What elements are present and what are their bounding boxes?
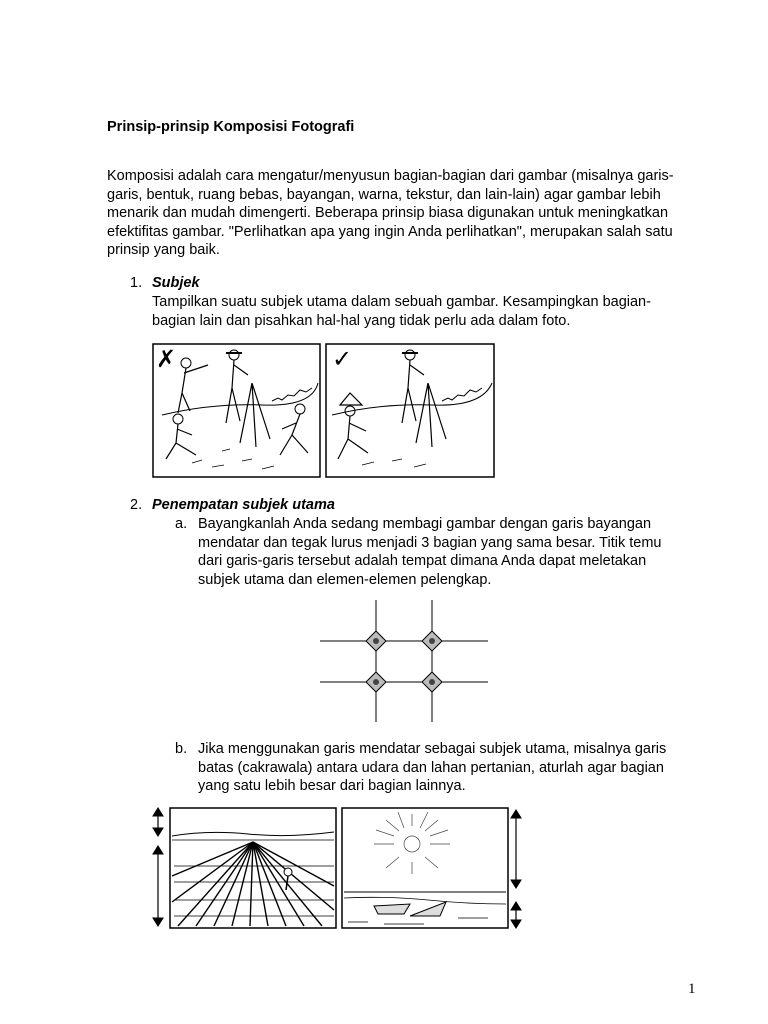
rule-of-thirds-grid-figure — [318, 600, 490, 724]
list-number: 1. — [130, 275, 143, 291]
wrong-mark-icon: ✗ — [156, 345, 177, 373]
body-line: bagian lain dan pisahkan hal-hal yang tidak perlu ada dalam foto. — [152, 312, 571, 329]
sub-letter: a. — [175, 516, 188, 532]
list-heading: Subjek — [152, 275, 200, 291]
intro-line: prinsip yang baik. — [107, 242, 220, 258]
body-line: Bayangkanlah Anda sedang membagi gambar dengan garis bayangan — [198, 516, 652, 532]
body-line: Tampilkan suatu subjek utama dalam sebuah gambar. Kesampingkan bagian- — [152, 294, 651, 310]
beach-photo-illustration — [342, 808, 508, 928]
proportion-arrow-icon — [511, 810, 521, 888]
intro-line: garis, bentuk, ruang bebas, bayangan, warna, tekstur, dan lain-lain) agar gambar lebih — [107, 186, 661, 203]
proportion-arrow-icon — [153, 808, 163, 836]
list-heading: Penempatan subjek utama — [152, 497, 335, 513]
intersection-point-icon — [422, 631, 442, 651]
intersection-point-icon — [422, 672, 442, 692]
farmland-photo-illustration — [170, 808, 336, 928]
body-line: subjek utama dan elemen-elemen pelengkap. — [198, 571, 492, 588]
sub-body — [198, 740, 666, 796]
proportion-arrow-icon — [511, 902, 521, 928]
focused-photo-illustration — [326, 344, 494, 477]
cluttered-photo-illustration — [153, 344, 320, 477]
body-line: yang satu lebih besar dari bagian lainnya. — [198, 778, 466, 794]
intro-paragraph — [107, 167, 707, 260]
body-line: dari garis-garis tersebut adalah tempat dimana Anda dapat meletakan — [198, 553, 647, 569]
sub-letter: b. — [175, 741, 188, 757]
proportion-arrow-icon — [153, 846, 163, 926]
body-line: batas (cakrawala) antara udara dan lahan pertanian, aturlah agar bagian — [198, 759, 664, 776]
intersection-point-icon — [366, 631, 386, 651]
list-number: 2. — [130, 497, 143, 513]
intro-line: menarik dan mudah dimengerti. Beberapa prinsip biasa digunakan untuk meningkatkan — [107, 205, 669, 221]
correct-mark-icon: ✓ — [332, 345, 353, 373]
page-number: 1 — [688, 981, 696, 997]
intro-line: efektifitas gambar. "Perlihatkan apa yang ingin Anda perlihatkan", merupakan salah satu — [107, 223, 673, 240]
intro-line: Komposisi adalah cara mengatur/menyusun bagian-bagian dari gambar (misalnya garis- — [107, 168, 674, 184]
body-line: Jika menggunakan garis mendatar sebagai subjek utama, misalnya garis — [198, 741, 667, 757]
horizon-proportion-figure — [148, 806, 528, 932]
body-line: mendatar dan tegak lurus menjadi 3 bagian yang sama besar. Titik temu — [198, 534, 662, 551]
intersection-point-icon — [366, 672, 386, 692]
document-title: Prinsip-prinsip Komposisi Fotografi — [107, 119, 355, 135]
subject-comparison-figure — [152, 343, 496, 479]
sub-body — [198, 515, 661, 589]
list-body — [152, 293, 651, 330]
